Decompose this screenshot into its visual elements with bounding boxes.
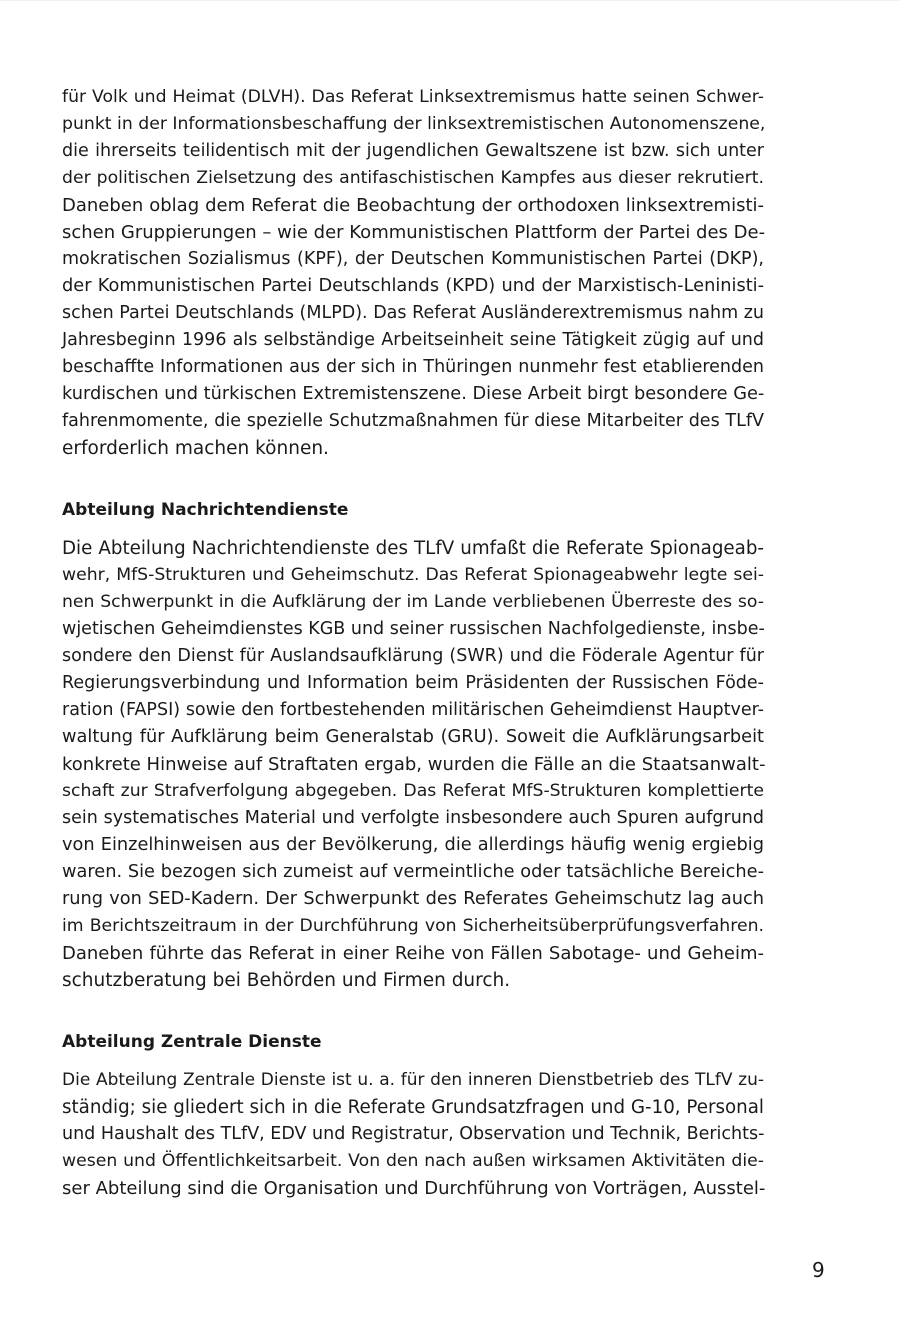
text-line: wesen und Öffentlichkeitsarbeit. Von den nach außen wirksamen Aktivitäten die- (62, 1151, 764, 1171)
paragraph-nachrichtendienste (62, 535, 764, 994)
top-rule (0, 0, 900, 1)
text-line: Die Abteilung Zentrale Dienste ist u. a. für den inneren Dienstbetrieb des TLfV zu- (62, 1070, 764, 1090)
text-line: die ihrerseits teilidentisch mit der jugendlichen Gewaltszene ist bzw. sich unter (62, 141, 764, 161)
text-line: beschaffte Informationen aus der sich in Thüringen nunmehr fest etablierenden (62, 357, 764, 377)
section-heading-nachrichtendienste: Abteilung Nachrichtendienste (62, 500, 349, 520)
text-line: schutzberatung bei Behörden und Firmen durch. (62, 970, 511, 991)
text-line: waren. Sie bezogen sich zumeist auf vermeintliche oder tatsächliche Bereiche- (62, 862, 764, 882)
text-line: punkt in der Informationsbeschaffung der linksextremistischen Autonomenszene, (62, 114, 766, 134)
text-line: nen Schwerpunkt in die Aufklärung der im Lande verbliebenen Überreste des so- (62, 592, 764, 612)
text-line: konkrete Hinweise auf Straftaten ergab, wurden die Fälle an die Staatsanwalt- (62, 754, 766, 775)
text-line: Die Abteilung Nachrichtendienste des TLfV umfaßt die Referate Spionageab- (62, 538, 764, 559)
text-line: und Haushalt des TLfV, EDV und Registratur, Observation und Technik, Berichts- (62, 1124, 765, 1144)
text-line: sondere den Dienst für Auslandsaufklärung (SWR) und die Föderale Agentur für (62, 646, 764, 666)
text-line: schaft zur Strafverfolgung abgegeben. Das Referat MfS-Strukturen komplettierte (62, 781, 764, 801)
section-heading-zentrale-dienste: Abteilung Zentrale Dienste (62, 1032, 322, 1052)
text-line: erforderlich machen können. (62, 438, 329, 459)
text-line: Daneben führte das Referat in einer Reihe von Fällen Sabotage- und Geheim- (62, 943, 764, 964)
text-line: für Volk und Heimat (DLVH). Das Referat Linksextremismus hatte seinen Schwer- (62, 87, 764, 107)
text-line: von Einzelhinweisen aus der Bevölkerung, die allerdings häufig wenig ergiebig (62, 835, 764, 855)
text-line: wjetischen Geheimdienstes KGB und seiner russischen Nachfolgedienste, insbe- (62, 619, 765, 639)
text-line: kurdischen und türkischen Extremistenszene. Diese Arbeit birgt besondere Ge- (62, 384, 765, 404)
text-line: wehr, MfS-Strukturen und Geheimschutz. Das Referat Spionageabwehr legte sei- (62, 565, 764, 585)
text-line: der Kommunistischen Partei Deutschlands (KPD) und der Marxistisch-Leninisti- (62, 276, 764, 296)
text-line: waltung für Aufklärung beim Generalstab (GRU). Soweit die Aufklärungsarbeit (62, 727, 764, 747)
page-number: 9 (812, 1258, 825, 1282)
text-line: ser Abteilung sind die Organisation und Durchführung von Vorträgen, Ausstel- (62, 1178, 766, 1199)
paragraph-extremism-units (62, 84, 764, 462)
text-line: Jahresbeginn 1996 als selbständige Arbeitseinheit seine Tätigkeit zügig auf und (62, 330, 764, 350)
text-line: der politischen Zielsetzung des antifaschistischen Kampfes aus dieser rekrutiert. (62, 168, 764, 188)
text-line: schen Partei Deutschlands (MLPD). Das Referat Ausländerextremismus nahm zu (62, 303, 764, 323)
text-line: rung von SED-Kadern. Der Schwerpunkt des Referates Geheimschutz lag auch (62, 889, 764, 909)
text-line: ration (FAPSI) sowie den fortbestehenden militärischen Geheimdienst Hauptver- (62, 700, 764, 720)
text-line: Daneben oblag dem Referat die Beobachtung der orthodoxen linksextremisti- (62, 195, 764, 216)
text-line: ständig; sie gliedert sich in die Referate Grundsatzfragen und G-10, Personal (62, 1097, 764, 1118)
document-page (62, 84, 764, 1202)
text-line: mokratischen Sozialismus (KPF), der Deutschen Kommunistischen Partei (DKP), (62, 249, 764, 269)
text-line: im Berichtszeitraum in der Durchführung von Sicherheitsüberprüfungsverfahren. (62, 916, 764, 936)
text-line: Regierungsverbindung und Information beim Präsidenten der Russischen Föde- (62, 673, 764, 693)
text-line: schen Gruppierungen – wie der Kommunistischen Plattform der Partei des De- (62, 222, 766, 243)
text-line: fahrenmomente, die spezielle Schutzmaßnahmen für diese Mitarbeiter des TLfV (62, 411, 764, 431)
paragraph-zentrale-dienste (62, 1067, 764, 1202)
text-line: sein systematisches Material und verfolgte insbesondere auch Spuren aufgrund (62, 808, 764, 828)
